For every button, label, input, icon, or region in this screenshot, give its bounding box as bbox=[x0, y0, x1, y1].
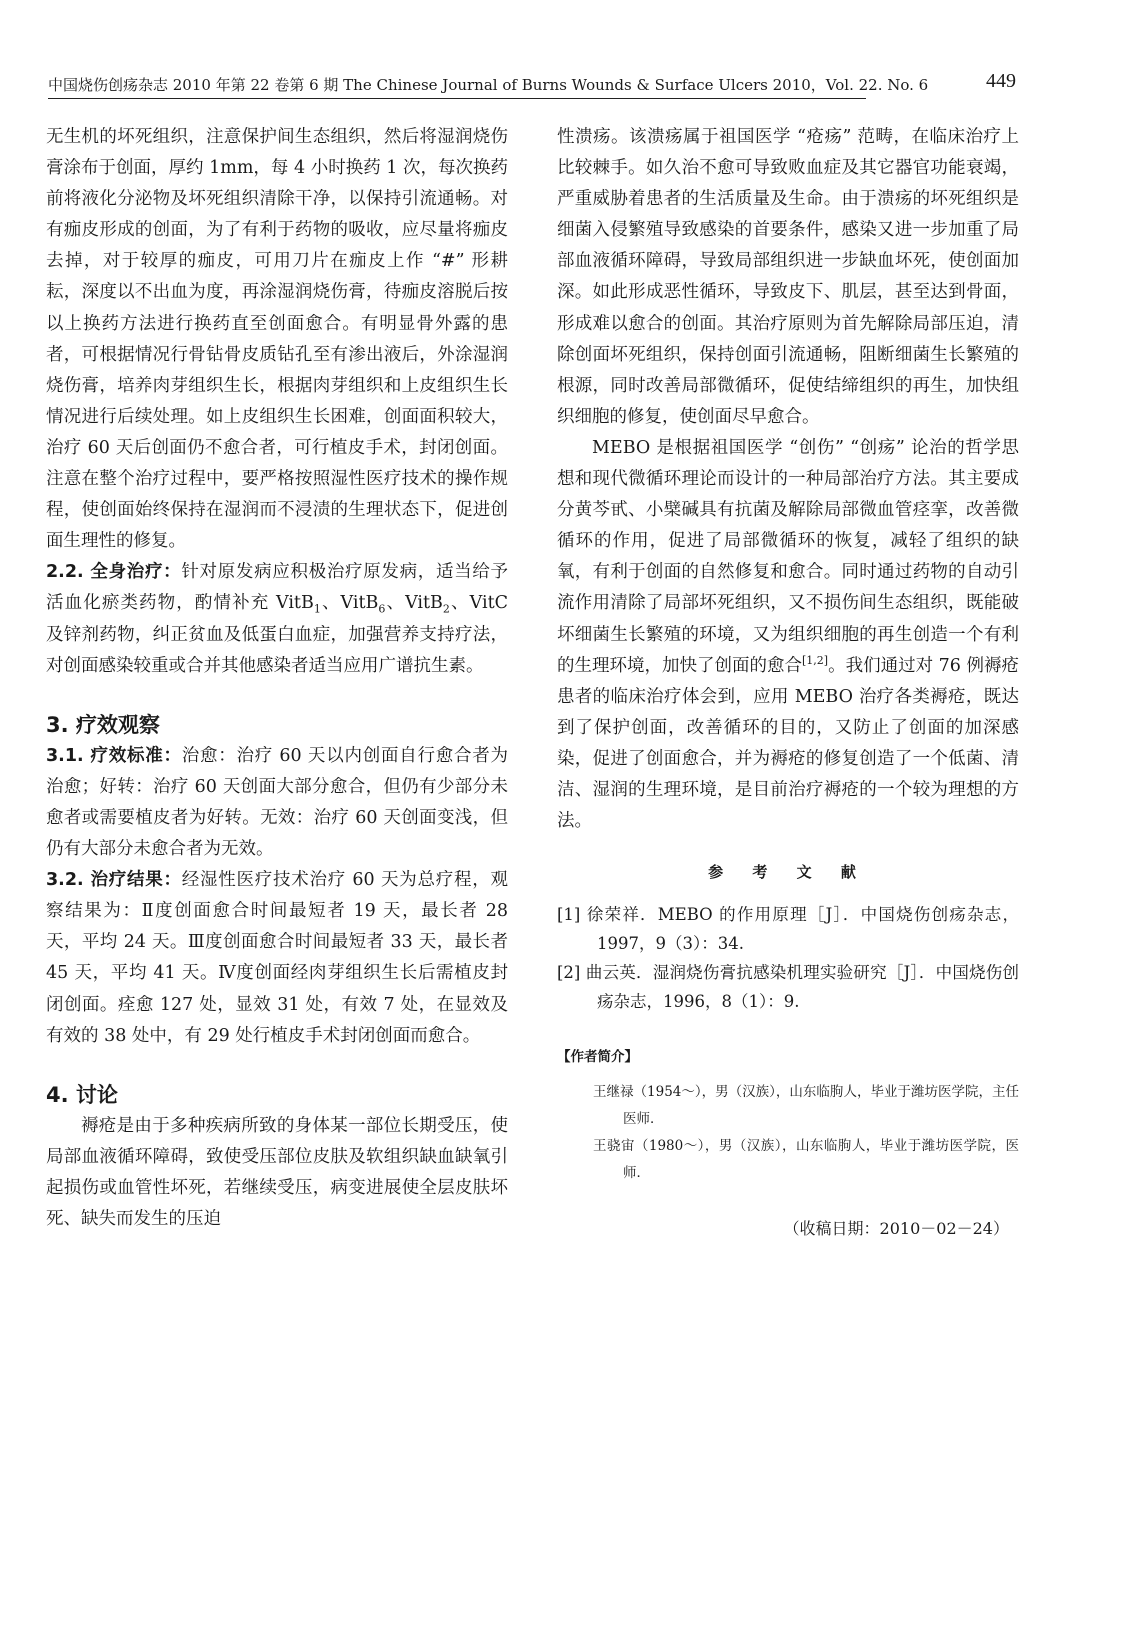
received-date: （收稿日期：2010－02－24） bbox=[783, 1219, 1009, 1239]
running-header bbox=[48, 72, 1016, 102]
section-3-1 bbox=[46, 741, 508, 865]
paragraph-mebo-text-a: MEBO 是根据祖国医学 “创伤” “创疡” 论治的哲学思想和现代微循环理论而设计的一种局部治疗方法。其主要成分黄芩甙、小檗碱具有抗菌及解除局部微血管痉挛，改善微循环的作用，促进了局部微循环的恢复，减轻了组织的缺氧，有利于创面的自然修复和愈合。同时通过药物的自动引流作用清除了局部坏死组织，又不损伤间生态组织，既能破坏细菌生长繁殖的环境，又为组织细胞的再生创造一个有利的生理环境，加快了创面的愈合 bbox=[557, 437, 1019, 676]
citation-marker: [1,2] bbox=[802, 653, 829, 667]
reference-item: [1] 徐荣祥．MEBO 的作用原理［J］．中国烧伤创疡杂志，1997，9（3）：34. bbox=[557, 905, 1019, 954]
vitamin-subscript: 2 bbox=[442, 602, 450, 616]
section-2-2 bbox=[46, 557, 508, 681]
paragraph-treatment-local: 无生机的坏死组织，注意保护间生态组织，然后将湿润烧伤膏涂布于创面，厚约 1mm，每 4 小时换药 1 次，每次换药前将液化分泌物及坏死组织清除干净，以保持引流通畅。对有痂皮形成的创面，为了有利于药物的吸收，应尽量将痂皮去掉，对于较厚的痂皮，可用刀片在痂皮上作 “#” 形耕耘，深度以不出血为度，再涂湿润烧伤膏，待痂皮溶脱后按以上换药方法进行换药直至创面愈合。有明显骨外露的患者，可根据情况行骨钻骨皮质钻孔至有渗出液后，外涂湿润烧伤膏，培养肉芽组织生长，根据肉芽组织和上皮组织生长情况进行后续处理。如上皮组织生长困难，创面面积较大，治疗 60 天后创面仍不愈合者，可行植皮手术，封闭创面。注意在整个治疗过程中，要严格按照湿性医疗技术的操作规程，使创面始终保持在湿润而不浸渍的生理状态下，促进创面生理性的修复。 bbox=[46, 127, 508, 552]
vitamin-subscript: 6 bbox=[378, 602, 386, 616]
author-bio-item: 王骁宙（1980～），男（汉族），山东临朐人，毕业于潍坊医学院，医师． bbox=[593, 1138, 1019, 1182]
paragraph-mebo bbox=[557, 433, 1019, 837]
section-3-2-heading: 3.2. 治疗结果： bbox=[46, 870, 182, 891]
section-3-1-heading: 3.1. 疗效标准： bbox=[46, 745, 182, 766]
section-2-2-text-b: 、VitB bbox=[320, 593, 379, 614]
header-rule bbox=[48, 98, 866, 99]
section-2-2-text-d: 、VitC 及锌剂药物，纠正贫血及低蛋白血症，加强营养支持疗法，对创面感染较重或合并其他感染者适当应用广谱抗生素。 bbox=[46, 593, 508, 676]
left-column bbox=[46, 122, 508, 1235]
section-2-2-heading: 2.2. 全身治疗： bbox=[46, 562, 182, 583]
page-number: 449 bbox=[986, 70, 1016, 92]
paragraph-ulcer: 性溃疡。该溃疡属于祖国医学 “疮疡” 范畴，在临床治疗上比较棘手。如久治不愈可导致败血症及其它器官功能衰竭，严重威胁着患者的生活质量及生命。由于溃疡的坏死组织是细菌入侵繁殖导致感染的首要条件，感染又进一步加重了局部血液循环障碍，导致局部组织进一步缺血坏死，使创面加深。如此形成恶性循环，导致皮下、肌层，甚至达到骨面，形成难以愈合的创面。其治疗原则为首先解除局部压迫，清除创面坏死组织，保持创面引流通畅，阻断细菌生长繁殖的根源，同时改善局部微循环，促使结缔组织的再生，加快组织细胞的修复，使创面尽早愈合。 bbox=[557, 127, 1019, 427]
section-2-2-text-c: 、VitB bbox=[385, 593, 443, 614]
author-bio-item: 王继禄（1954～），男（汉族），山东临朐人，毕业于潍坊医学院，主任医师． bbox=[593, 1084, 1019, 1128]
section-3-heading: 3. 疗效观察 bbox=[46, 712, 160, 737]
right-column bbox=[557, 122, 1019, 1244]
section-3-2-text: 经湿性医疗技术治疗 60 天为总疗程，观察结果为：Ⅱ度创面愈合时间最短者 19 天，最长者 28 天，平均 24 天。Ⅲ度创面愈合时间最短者 33 天，最长者 45 天，平均 41 天。Ⅳ度创面经肉芽组织生长后需植皮封闭创面。痊愈 127 处，显效 31 处，有效 7 处，在显效及有效的 38 处中，有 29 处行植皮手术封闭创面而愈合。 bbox=[46, 870, 508, 1046]
author-bio-heading: 【作者简介】 bbox=[557, 1049, 638, 1066]
vitamin-subscript: 1 bbox=[313, 602, 321, 616]
section-2-2-text-a: 针对原发病应积极治疗原发病，适当给予活血化瘀类药物，酌情补充 VitB bbox=[46, 562, 508, 614]
section-4-heading: 4. 讨论 bbox=[46, 1082, 118, 1107]
section-4-text: 褥疮是由于多种疾病所致的身体某一部位长期受压，使局部血液循环障碍，致使受压部位皮肤及软组织缺血缺氧引起损伤或血管性坏死，若继续受压，病变进展使全层皮肤坏死、缺失而发生的压迫 bbox=[46, 1115, 508, 1230]
section-3-1-text: 治愈：治疗 60 天以内创面自行愈合者为治愈；好转：治疗 60 天创面大部分愈合，但仍有少部分未愈者或需要植皮者为好转。无效：治疗 60 天创面变浅，但仍有大部分未愈合者为无效。 bbox=[46, 745, 508, 860]
paragraph-mebo-text-b: 。我们通过对 76 例褥疮患者的临床治疗体会到，应用 MEBO 治疗各类褥疮，既达到了保护创面，改善循环的目的，又防止了创面的加深感染，促进了创面愈合，并为褥疮的修复创造了一个低菌、清洁、湿润的生理环境，是目前治疗褥疮的一个较为理想的方法。 bbox=[557, 655, 1019, 832]
references-heading: 参 考 文 献 bbox=[708, 863, 868, 882]
reference-item: [2] 曲云英．湿润烧伤膏抗感染机理实验研究［J］．中国烧伤创疡杂志，1996，8（1）：9. bbox=[557, 963, 1019, 1012]
running-title: 中国烧伤创疡杂志 2010 年第 22 卷第 6 期 The Chinese Journal of Burns Wounds & Surface Ulcers 2010，Vol. 22. No. 6 bbox=[48, 76, 929, 94]
section-3-2 bbox=[46, 865, 508, 1052]
